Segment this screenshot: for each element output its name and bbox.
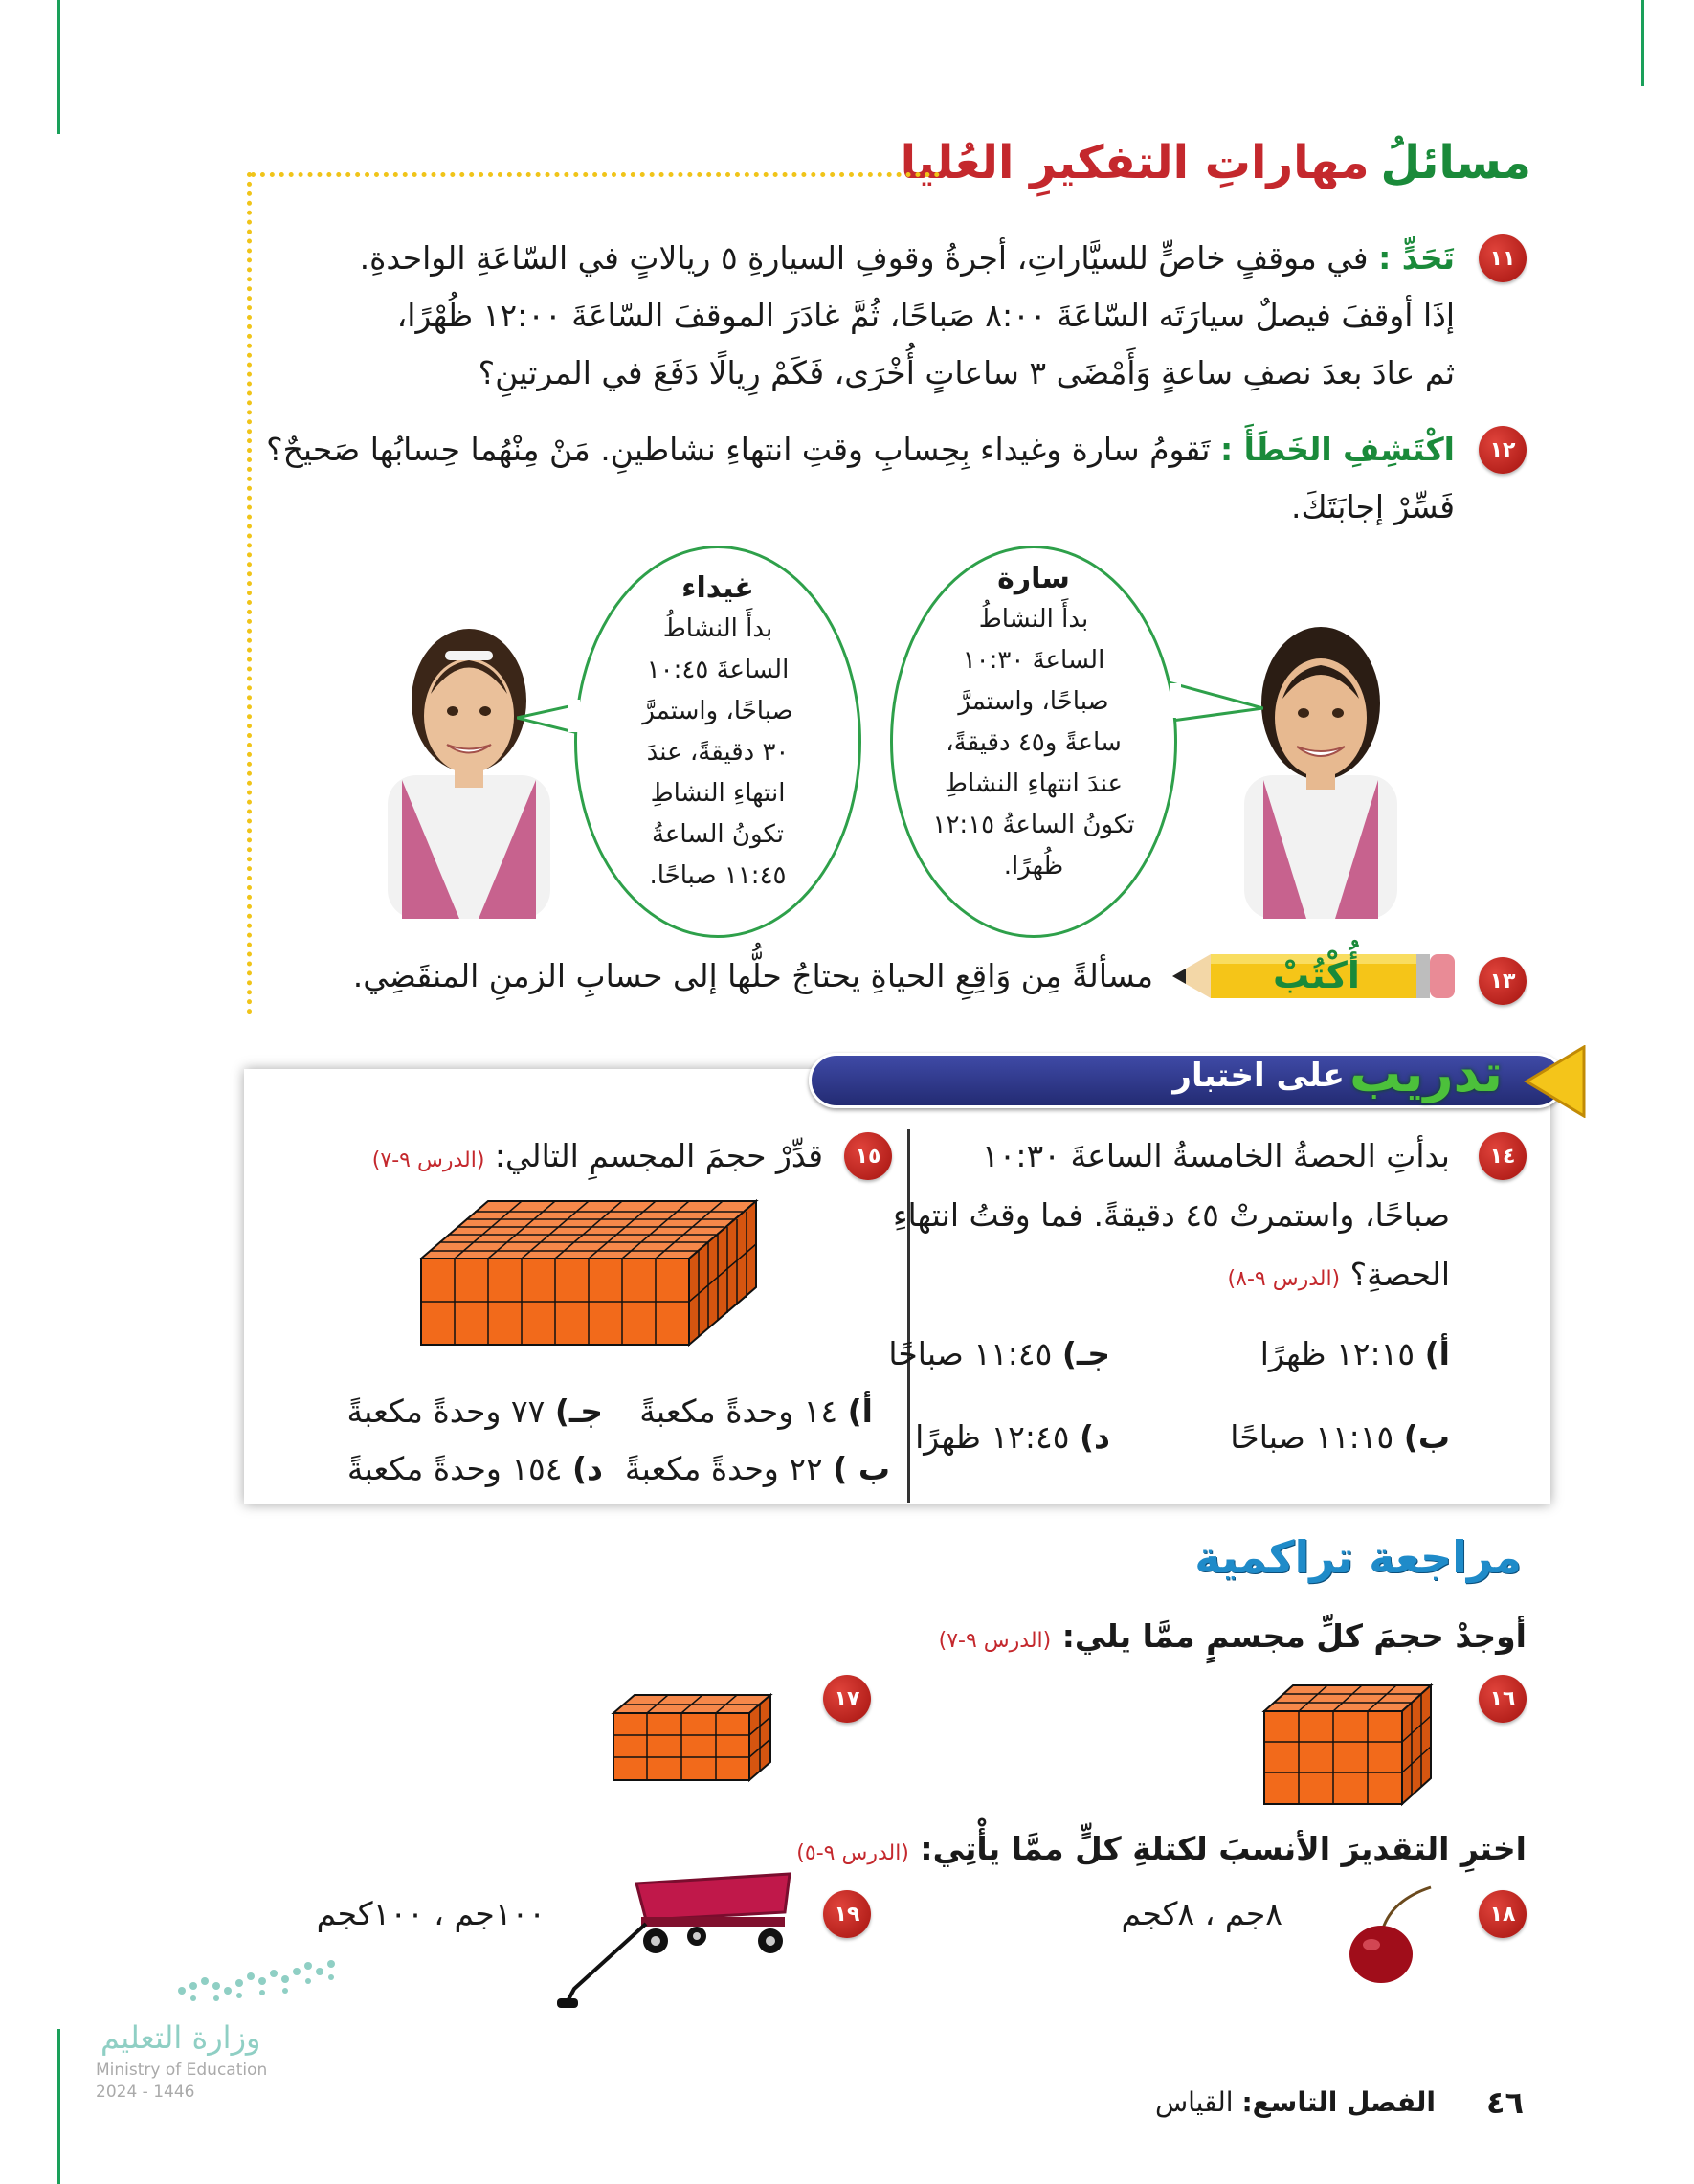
- page-number: ٤٦: [1485, 2084, 1524, 2121]
- q14-line3-text: الحصةِ؟: [1349, 1256, 1450, 1293]
- footer-chapter-label: الفصل التاسع:: [1241, 2086, 1436, 2118]
- q14-line3: [1228, 1256, 1450, 1299]
- q13-number: ١٣: [1479, 957, 1527, 1005]
- q16-number: ١٦: [1479, 1675, 1527, 1723]
- q11-number: ١١: [1479, 234, 1527, 282]
- sara-illustration: [1225, 613, 1416, 919]
- q14-opt-b-text: ١١:١٥ صباحًا: [1230, 1418, 1394, 1456]
- wagon-icon: [555, 1864, 804, 2017]
- q14-opt-c-text: ١١:٤٥ صباحًا: [888, 1335, 1053, 1372]
- q14-opt-d-label: د): [1079, 1418, 1110, 1456]
- ministry-name-ar: وزارة التعليم: [100, 2019, 261, 2056]
- q14-line2: صباحًا، واستمرتْ ٤٥ دقيقةً. فما وقتُ انتهاءِ: [892, 1196, 1450, 1234]
- q15-text: قدِّرْ حجمَ المجسمِ التالي:: [494, 1137, 823, 1174]
- ministry-logo-icon: [172, 1952, 345, 2010]
- q12-line2: فَسِّرْ إجابَتَكَ.: [1291, 488, 1455, 525]
- header-dotted-rule: [251, 172, 940, 177]
- q15-opt-d-label: د): [571, 1450, 603, 1487]
- review-instr2: اخترِ التقديرَ الأنسبَ لكتلةِ كلٍّ ممَّا يأْتِي:: [920, 1830, 1527, 1867]
- q16-cube-figure: [1261, 1683, 1434, 1807]
- q12-line1: [266, 431, 1455, 469]
- review-title: مراجعة تراكمية: [1194, 1531, 1522, 1583]
- q17-number: ١٧: [823, 1675, 871, 1723]
- q15-opt-c-label: جـ): [554, 1393, 603, 1430]
- ministry-year: 2024 - 1446: [96, 2083, 195, 2102]
- margin-line-right: [1641, 0, 1644, 86]
- header-title-part2: مهاراتِ التفكيرِ العُليا: [900, 136, 1370, 189]
- q15-prism-figure: [416, 1196, 761, 1354]
- q11-line2: إذَا أوقفَ فيصلٌ سيارَتَه السّاعَةَ ٨:٠٠ صَباحًا، ثُمَّ غادَرَ الموقفَ السّاعَةَ ١٢:٠٠ ظُهْرًا،: [396, 297, 1455, 334]
- q19-text: ١٠٠جم ، ١٠٠كجم: [316, 1895, 546, 1932]
- q13-text: مسألةً مِن وَاقِعِ الحياةِ يحتاجُ حلُّها إلى حسابِ الزمنِ المنقَضِي.: [352, 957, 1153, 994]
- q13-keyword: أُكْتُبْ: [1273, 954, 1360, 996]
- footer-chapter-topic: القياس: [1154, 2086, 1234, 2118]
- q15-opt-b[interactable]: [625, 1450, 890, 1488]
- q11-line1: [360, 239, 1455, 278]
- q17-cube-figure: [611, 1692, 773, 1783]
- cherry-icon: [1326, 1885, 1440, 1986]
- footer-chapter: [1155, 2086, 1436, 2118]
- ghaida-bubble-tail-cover: [568, 700, 580, 732]
- ghaida-line: بدأَ النشاطُ: [662, 614, 773, 643]
- sara-line: الساعةَ ١٠:٣٠: [962, 646, 1105, 675]
- q15-opt-b-text: ٢٢ وحدةً مكعبةً: [624, 1450, 823, 1487]
- q14-opt-a-label: أ): [1424, 1335, 1450, 1372]
- q15-opt-a-text: ١٤ وحدةً مكعبةً: [639, 1393, 838, 1430]
- ministry-name-en: Ministry of Education: [96, 2061, 268, 2080]
- q15-number: ١٥: [844, 1132, 892, 1180]
- q14-line1: بدأتِ الحصةُ الخامسةُ الساعةَ ١٠:٣٠: [981, 1137, 1450, 1174]
- q15-opt-c-text: ٧٧ وحدةً مكعبةً: [346, 1393, 546, 1430]
- q14-opt-a-text: ١٢:١٥ ظهرًا: [1259, 1335, 1415, 1372]
- sara-line: ساعةً و٤٥ دقيقةً،: [946, 728, 1122, 757]
- practice-divider: [907, 1129, 910, 1503]
- sara-bubble-tail-cover: [1170, 683, 1181, 718]
- review-ref2: (الدرس ٩-٥): [796, 1841, 909, 1865]
- ghaida-line: ١١:٤٥ صباحًا.: [649, 861, 787, 890]
- q12-number: ١٢: [1479, 426, 1527, 474]
- margin-line: [57, 0, 60, 134]
- review-instr1-line: [939, 1617, 1527, 1660]
- q14-opt-b-label: ب): [1403, 1418, 1450, 1456]
- q11-line3: ثم عادَ بعدَ نصفِ ساعةٍ وَأَمْضَى ٣ ساعاتٍ أُخْرَى، فَكَمْ رِيالًا دَفَعَ في المرتينِ؟: [478, 354, 1455, 391]
- ghaida-name: غيداء: [681, 571, 754, 605]
- q14-opt-d-text: ١٢:٤٥ ظهرًا: [915, 1418, 1070, 1456]
- ghaida-line: ٣٠ دقيقةً، عندَ: [646, 738, 790, 767]
- q19-number: ١٩: [823, 1890, 871, 1938]
- sara-line: بدأَ النشاطُ: [978, 605, 1089, 634]
- header-title-part1: مسائلُ: [1380, 136, 1531, 189]
- q15-opt-d-text: ١٥٤ وحدةً مكعبةً: [346, 1450, 563, 1487]
- q18-text: ٨جم ، ٨كجم: [1121, 1895, 1282, 1932]
- q15-ref: (الدرس ٩-٧): [371, 1148, 485, 1172]
- q14-opt-c-label: جـ): [1061, 1335, 1110, 1372]
- sara-line: عندَ انتهاءِ النشاطِ: [944, 769, 1124, 798]
- banner-word2: على اختبار: [1172, 1057, 1345, 1095]
- q14-opt-c[interactable]: [888, 1335, 1110, 1373]
- review-instr2-line: [796, 1830, 1527, 1873]
- banner-arrow-icon: [1517, 1045, 1594, 1118]
- review-instr1: أوجدْ حجمَ كلِّ مجسمٍ ممَّا يلي:: [1061, 1617, 1527, 1655]
- q14-opt-d[interactable]: [915, 1418, 1110, 1457]
- q14-number: ١٤: [1479, 1132, 1527, 1180]
- ghaida-line: الساعةَ ١٠:٤٥: [646, 656, 790, 684]
- sara-bubble-text: [924, 558, 1144, 887]
- sara-line: ظُهرًا.: [1003, 852, 1064, 880]
- sara-line: تكونُ الساعةُ ١٢:١٥: [932, 811, 1135, 839]
- banner-word1: تدريب: [1349, 1043, 1503, 1103]
- ghaida-line: صباحًا، واستمرَّ: [642, 697, 793, 725]
- margin-line-bottom: [57, 2029, 60, 2184]
- q15-opt-a[interactable]: [639, 1393, 873, 1431]
- ghaida-line: تكونُ الساعةُ: [651, 820, 785, 849]
- q14-opt-b[interactable]: [1230, 1418, 1450, 1457]
- q15-opt-b-label: ب ): [833, 1450, 890, 1487]
- sara-line: صباحًا، واستمرَّ: [958, 687, 1109, 716]
- ghaida-illustration: [368, 613, 569, 919]
- q15-opt-a-label: أ): [847, 1393, 873, 1430]
- q18-number: ١٨: [1479, 1890, 1527, 1938]
- q14-ref: (الدرس ٩-٨): [1227, 1267, 1341, 1291]
- q15-opt-c[interactable]: [346, 1393, 603, 1431]
- section-header: [901, 134, 1531, 191]
- q14-opt-a[interactable]: [1260, 1335, 1450, 1373]
- q11-keyword: تَحَدٍّ :: [1378, 239, 1455, 277]
- q15-opt-d[interactable]: [347, 1450, 603, 1488]
- sara-name: سارة: [997, 562, 1070, 595]
- q12-text1: تَقومُ سارة وغيداء بِحِسابِ وقتِ انتهاءِ نشاطينِ. مَنْ مِنْهُما حِسابُها صَحيحٌ؟: [266, 431, 1211, 468]
- q11-text1: في موقفٍ خاصٍّ للسيَّاراتِ، أجرةُ وقوفِ السيارةِ ٥ ريالاتٍ في السّاعَةِ الواحدةِ.: [359, 239, 1369, 277]
- review-ref1: (الدرس ٩-٧): [938, 1629, 1052, 1653]
- q15-line: [372, 1137, 823, 1180]
- ghaida-line: انتهاءِ النشاطِ: [650, 779, 786, 808]
- q12-keyword: اكْتَشِفِ الخَطَأَ :: [1219, 431, 1455, 468]
- side-dotted-rule: [247, 172, 252, 1014]
- practice-banner: [809, 1045, 1574, 1112]
- ghaida-bubble-text: [608, 568, 828, 897]
